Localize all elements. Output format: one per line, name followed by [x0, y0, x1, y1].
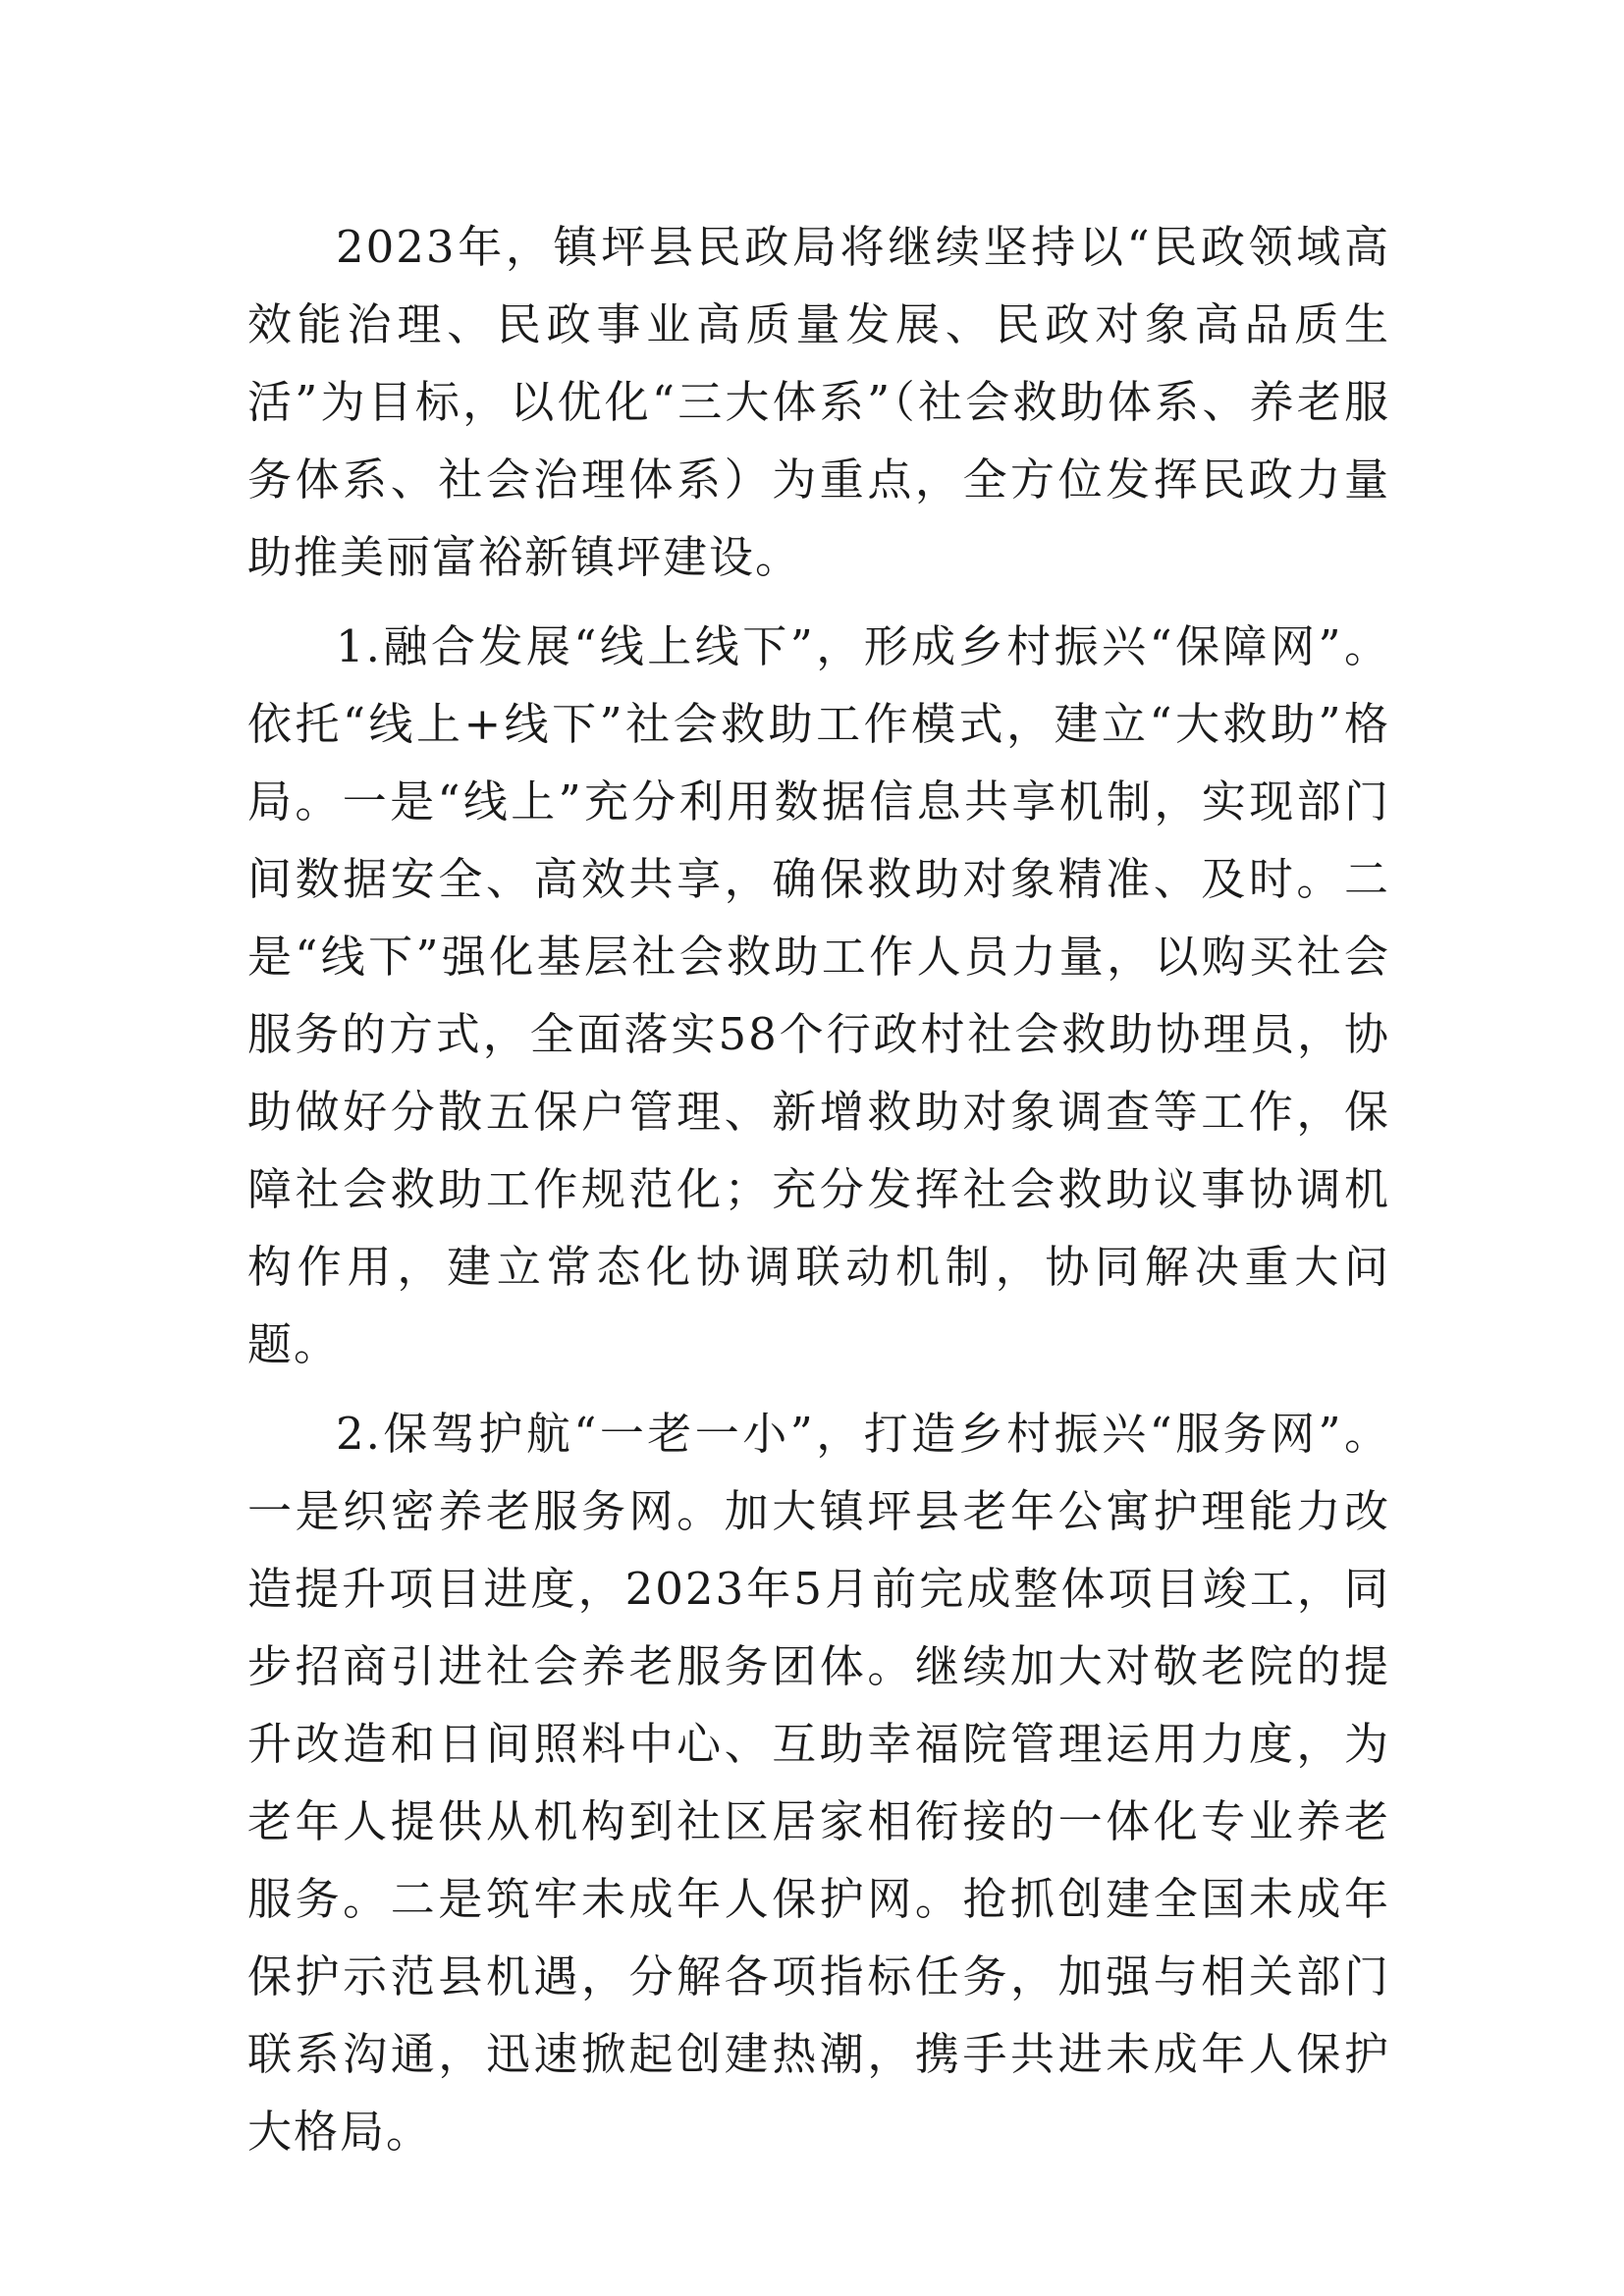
- paragraph-intro: 2023年，镇坪县民政局将继续坚持以“民政领域高效能治理、民政事业高质量发展、民政对象高品质生活”为目标，以优化“三大体系”（社会救助体系、养老服务体系、社会治理体系）为重点，全方位发挥民政力量助推美丽富裕新镇坪建设。: [247, 221, 1390, 583]
- paragraph-section-2: 2.保驾护航“一老一小”，打造乡村振兴“服务网”。一是织密养老服务网。加大镇坪县老年公寓护理能力改造提升项目进度，2023年5月前完成整体项目竣工，同步招商引进社会养老服务团体。继续加大对敬老院的提升改造和日间照料中心、互助幸福院管理运用力度，为老年人提供从机构到社区居家相衔接的一体化专业养老服务。二是筑牢未成年人保护网。抢抓创建全国未成年保护示范县机遇，分解各项指标任务，加强与相关部门联系沟通，迅速掀起创建热潮，携手共进未成年人保护大格局。: [247, 1408, 1390, 2158]
- document-body: [247, 208, 1390, 2182]
- paragraph-section-1: 1.融合发展“线上线下”，形成乡村振兴“保障网”。依托“线上+线下”社会救助工作模式，建立“大救助”格局。一是“线上”充分利用数据信息共享机制，实现部门间数据安全、高效共享，确保救助对象精准、及时。二是“线下”强化基层社会救助工作人员力量，以购买社会服务的方式，全面落实58个行政村社会救助协理员，协助做好分散五保户管理、新增救助对象调查等工作，保障社会救助工作规范化；充分发挥社会救助议事协调机构作用，建立常态化协调联动机制，协同解决重大问题。: [247, 620, 1390, 1370]
